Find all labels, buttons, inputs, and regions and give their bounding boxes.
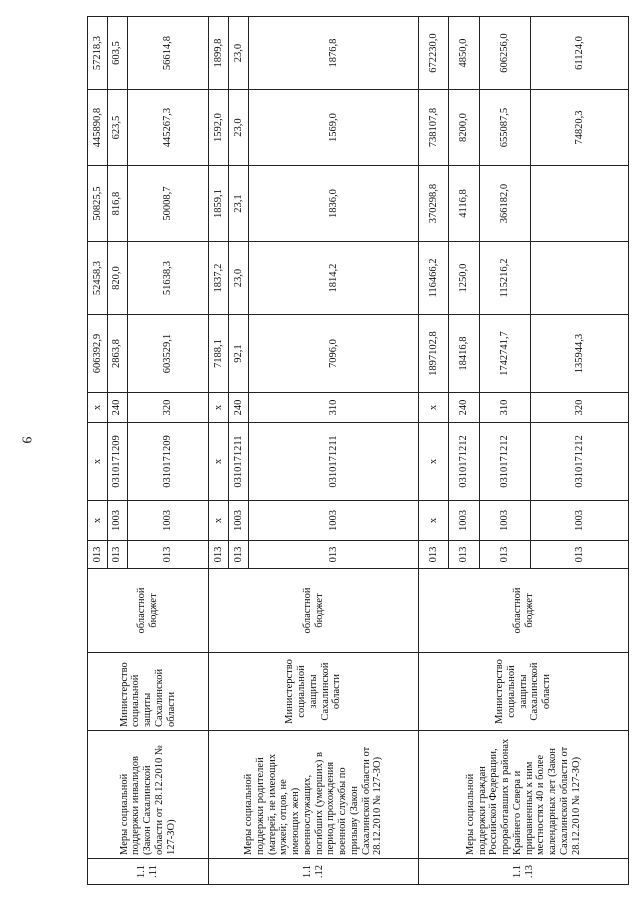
csr-code: 0310171211 <box>248 423 418 501</box>
vr-code: 320 <box>127 393 209 423</box>
value-cell: 1742741,7 <box>479 315 530 393</box>
budget-source: областной бюджет <box>419 569 629 653</box>
measure-name: Меры социальной поддержки родителей (матерей, не имеющих мужей; отцов, не имеющих жен) военнослужащих, погибших (умерших) в период прохождения военной службы по призыву (Закон Сахалинской области от 28.12.2010 № 127-ЗО) <box>209 731 419 859</box>
vr-code: х <box>88 393 108 423</box>
csr-code: 0310171209 <box>107 423 127 501</box>
rzpr-code: х <box>209 501 229 541</box>
value-cell: 56614,8 <box>127 17 209 90</box>
value-cell: 606256,0 <box>479 17 530 90</box>
table-row <box>419 17 449 885</box>
value-cell: 1837,2 <box>209 242 229 315</box>
grbs-code: 013 <box>479 541 530 569</box>
value-cell: 820,0 <box>107 242 127 315</box>
value-cell: 603,5 <box>107 17 127 90</box>
grbs-code: 013 <box>88 541 108 569</box>
value-cell: 1836,0 <box>248 166 418 242</box>
value-cell: 8200,0 <box>449 90 479 166</box>
csr-code: 0310171211 <box>229 423 249 501</box>
value-cell: 1876,8 <box>248 17 418 90</box>
vr-code: 240 <box>107 393 127 423</box>
value-cell: 115216,2 <box>479 242 530 315</box>
value-cell: 61124,0 <box>531 17 629 90</box>
rzpr-code: 1003 <box>248 501 418 541</box>
grbs-code: 013 <box>127 541 209 569</box>
vr-code: 240 <box>229 393 249 423</box>
responsible-ministry: Министерство социальной защиты Сахалинской области <box>88 653 209 731</box>
rzpr-code: х <box>88 501 108 541</box>
rzpr-code: 1003 <box>449 501 479 541</box>
value-cell: 57218,3 <box>88 17 108 90</box>
row-index: 1.1 .11 <box>88 859 209 885</box>
csr-code: 0310171212 <box>479 423 530 501</box>
value-cell: 4850,0 <box>449 17 479 90</box>
table-row <box>88 17 108 885</box>
value-cell <box>531 166 629 242</box>
value-cell: 366182,0 <box>479 166 530 242</box>
grbs-code: 013 <box>248 541 418 569</box>
responsible-ministry: Министерство социальной защиты Сахалинской области <box>419 653 629 731</box>
grbs-code: 013 <box>229 541 249 569</box>
value-cell: 655087,5 <box>479 90 530 166</box>
value-cell: 672230,0 <box>419 17 449 90</box>
value-cell: 92,1 <box>229 315 249 393</box>
value-cell: 23,1 <box>229 166 249 242</box>
csr-code: х <box>88 423 108 501</box>
value-cell: 23,0 <box>229 17 249 90</box>
csr-code: х <box>209 423 229 501</box>
measure-name: Меры социальной поддержки граждан Российской Федерации, проработавших в районах Крайнего Севера и приравненных к ним местностях 40 и более календарных лет (Закон Сахалинской области от 28.12.2010 № 127-ЗО) <box>419 731 629 859</box>
vr-code: 310 <box>248 393 418 423</box>
budget-source: областной бюджет <box>209 569 419 653</box>
value-cell: 445267,3 <box>127 90 209 166</box>
value-cell: 18416,8 <box>449 315 479 393</box>
page-number: 9 <box>18 436 34 444</box>
value-cell: 738107,8 <box>419 90 449 166</box>
value-cell: 7096,0 <box>248 315 418 393</box>
rzpr-code: х <box>419 501 449 541</box>
value-cell: 1592,0 <box>209 90 229 166</box>
value-cell: 50825,5 <box>88 166 108 242</box>
responsible-ministry: Министерство социальной защиты Сахалинской области <box>209 653 419 731</box>
grbs-code: 013 <box>449 541 479 569</box>
grbs-code: 013 <box>531 541 629 569</box>
value-cell: 603529,1 <box>127 315 209 393</box>
value-cell: 23,0 <box>229 242 249 315</box>
grbs-code: 013 <box>419 541 449 569</box>
value-cell: 2863,8 <box>107 315 127 393</box>
value-cell: 1250,0 <box>449 242 479 315</box>
budget-source: областной бюджет <box>88 569 209 653</box>
value-cell <box>531 242 629 315</box>
csr-code: 0310171212 <box>449 423 479 501</box>
rzpr-code: 1003 <box>479 501 530 541</box>
value-cell: 606392,9 <box>88 315 108 393</box>
vr-code: х <box>209 393 229 423</box>
csr-code: 0310171209 <box>127 423 209 501</box>
value-cell: 623,5 <box>107 90 127 166</box>
value-cell: 1859,1 <box>209 166 229 242</box>
rzpr-code: 1003 <box>531 501 629 541</box>
value-cell: 51638,3 <box>127 242 209 315</box>
table-row <box>209 17 229 885</box>
rzpr-code: 1003 <box>127 501 209 541</box>
vr-code: 240 <box>449 393 479 423</box>
value-cell: 23,0 <box>229 90 249 166</box>
csr-code: 0310171212 <box>531 423 629 501</box>
grbs-code: 013 <box>107 541 127 569</box>
value-cell: 135944,3 <box>531 315 629 393</box>
row-index: 1.1 .13 <box>419 859 629 885</box>
value-cell: 370298,8 <box>419 166 449 242</box>
value-cell: 1569,0 <box>248 90 418 166</box>
rzpr-code: 1003 <box>107 501 127 541</box>
measure-name: Меры социальной поддержки инвалидов (Закон Сахалинской области от 28.12.2010 № 127-ЗО) <box>88 731 209 859</box>
value-cell: 1814,2 <box>248 242 418 315</box>
vr-code: 320 <box>531 393 629 423</box>
vr-code: 310 <box>479 393 530 423</box>
value-cell: 1899,8 <box>209 17 229 90</box>
value-cell: 4116,8 <box>449 166 479 242</box>
value-cell: 116466,2 <box>419 242 449 315</box>
row-index: 1.1 .12 <box>209 859 419 885</box>
value-cell: 52458,3 <box>88 242 108 315</box>
rotated-table-container <box>87 17 629 885</box>
value-cell: 7188,1 <box>209 315 229 393</box>
budget-table <box>87 16 629 885</box>
value-cell: 74820,3 <box>531 90 629 166</box>
vr-code: х <box>419 393 449 423</box>
value-cell: 50008,7 <box>127 166 209 242</box>
grbs-code: 013 <box>209 541 229 569</box>
value-cell: 445890,8 <box>88 90 108 166</box>
value-cell: 816,8 <box>107 166 127 242</box>
value-cell: 1897102,8 <box>419 315 449 393</box>
rzpr-code: 1003 <box>229 501 249 541</box>
csr-code: х <box>419 423 449 501</box>
